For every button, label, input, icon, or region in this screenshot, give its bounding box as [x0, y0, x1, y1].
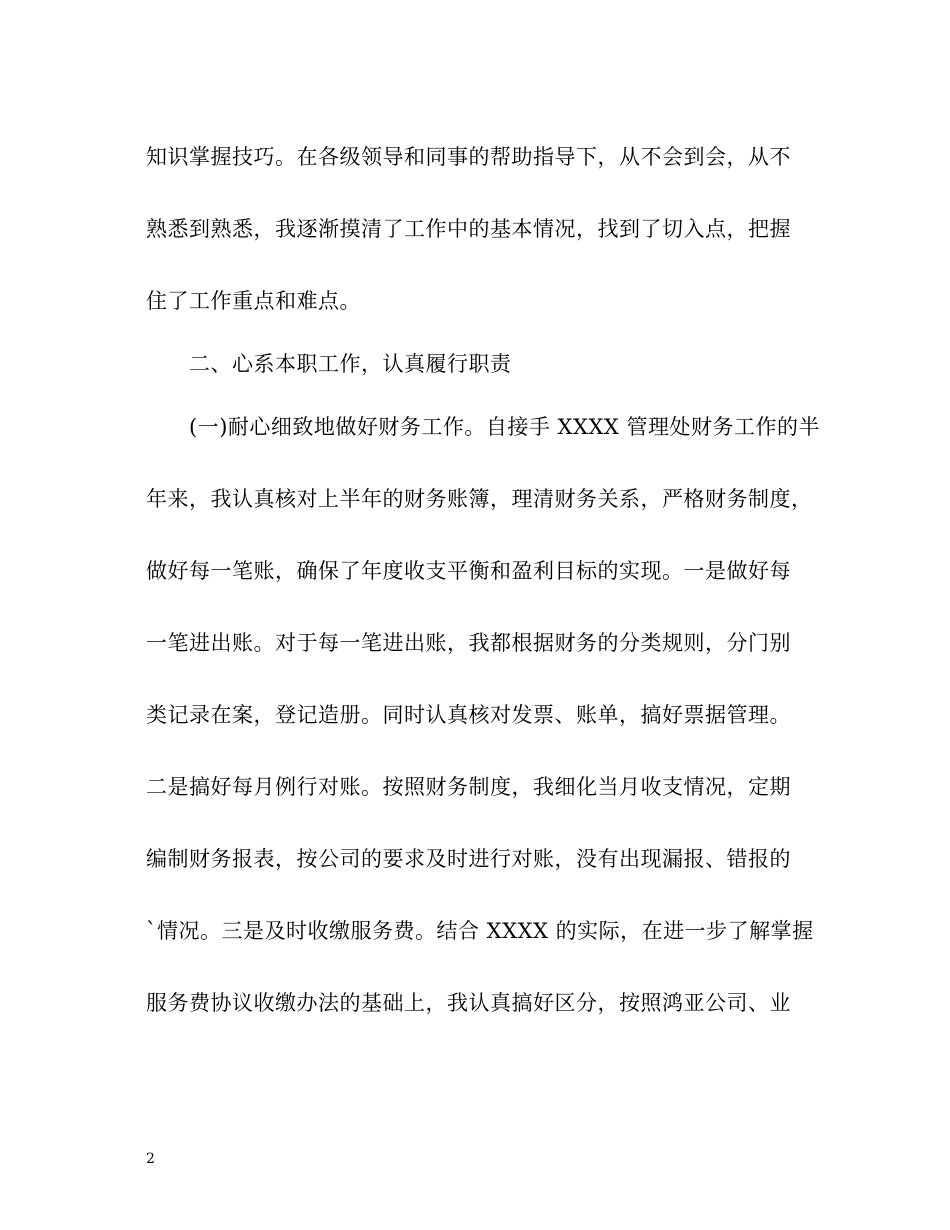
- text-line-2: 熟悉到熟悉，我逐渐摸清了工作中的基本情况，找到了切入点，把握: [146, 217, 791, 241]
- text-line-10: 二是搞好每月例行对账。按照财务制度，我细化当月收支情况，定期: [146, 775, 791, 799]
- text-line-8: 一笔进出账。对于每一笔进出账，我都根据财务的分类规则，分门别: [146, 631, 791, 655]
- page-number: 2: [146, 1151, 155, 1167]
- text-line-12: `情况。三是及时收缴服务费。结合 XXXX 的实际，在进一步了解掌握: [146, 919, 814, 943]
- text-line-5: (一)耐心细致地做好财务工作。自接手 XXXX 管理处财务工作的半: [146, 415, 821, 439]
- text-line-1: 知识掌握技巧。在各级领导和同事的帮助指导下，从不会到会，从不: [146, 145, 791, 169]
- text-line-3: 住了工作重点和难点。: [146, 289, 361, 313]
- section-heading: 二、心系本职工作，认真履行职责: [146, 352, 512, 376]
- text-line-11: 编制财务报表，按公司的要求及时进行对账，没有出现漏报、错报的: [146, 847, 791, 871]
- text-line-13: 服务费协议收缴办法的基础上，我认真搞好区分，按照鸿亚公司、业: [146, 991, 791, 1015]
- text-line-6: 年来，我认真核对上半年的财务账簿，理清财务关系，严格财务制度，: [146, 487, 813, 511]
- text-line-9: 类记录在案，登记造册。同时认真核对发票、账单，搞好票据管理。: [146, 703, 791, 727]
- text-line-7: 做好每一笔账，确保了年度收支平衡和盈利目标的实现。一是做好每: [146, 559, 791, 583]
